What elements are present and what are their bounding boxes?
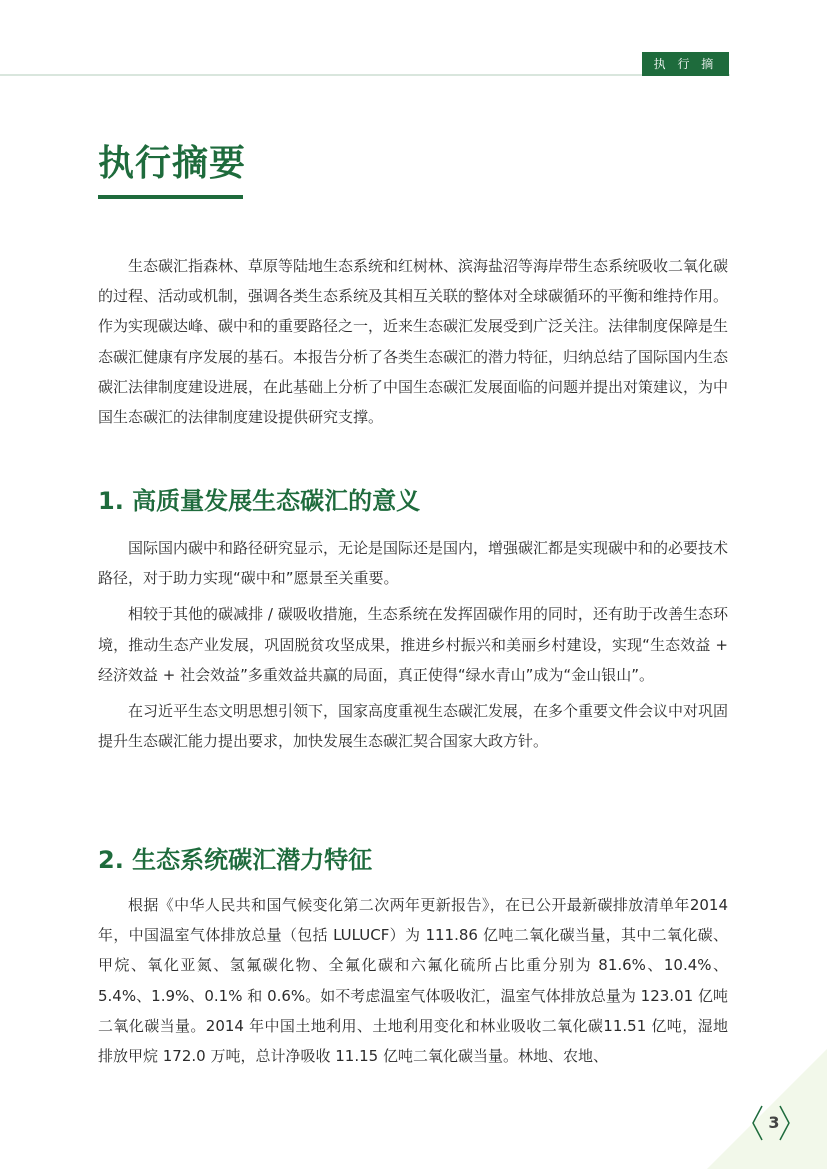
section-2-body	[98, 890, 728, 1071]
intro-paragraph: 生态碳汇指森林、草原等陆地生态系统和红树林、滨海盐沼等海岸带生态系统吸收二氧化碳的过程、活动或机制，强调各类生态系统及其相互关联的整体对全球碳循环的平衡和维持作用。作为实现碳达峰、碳中和的重要路径之一，近来生态碳汇发展受到广泛关注。法律制度保障是生态碳汇健康有序发展的基石。本报告分析了各类生态碳汇的潜力特征，归纳总结了国际国内生态碳汇法律制度建设进展，在此基础上分析了中国生态碳汇发展面临的问题并提出对策建议，为中国生态碳汇的法律制度建设提供研究支撑。	[98, 257, 729, 427]
section-1-body	[98, 533, 728, 756]
page-title: 执行摘要	[98, 143, 247, 184]
section-1-paragraph: 国际国内碳中和路径研究显示，无论是国际还是国内，增强碳汇都是实现碳中和的必要技术路径，对于助力实现“碳中和”愿景至关重要。	[98, 539, 729, 588]
section-2-paragraph: 根据《中华人民共和国气候变化第二次两年更新报告》，在已公开最新碳排放清单年2014 年，中国温室气体排放总量（包括 LULUCF）为 111.86 亿吨二氧化碳当量，其中二氧化碳、甲烷、氧化亚氮、氢氟碳化物、全氟化碳和六氟化硫所占比重分别为 81.6%、10.4%、5.4%、1.9%、0.1% 和 0.6%。如不考虑温室气体吸收汇，温室气体排放总量为 123.01 亿吨二氧化碳当量。2014 年中国土地利用、土地利用变化和林业吸收二氧化碳11.51 亿吨，湿地排放甲烷 172.0 万吨，总计净吸收 11.15 亿吨二氧化碳当量。林地、农地、	[98, 896, 728, 1066]
header-rule	[0, 74, 730, 76]
section-1-paragraph: 在习近平生态文明思想引领下，国家高度重视生态碳汇发展，在多个重要文件会议中对巩固提升生态碳汇能力提出要求，加快发展生态碳汇契合国家大政方针。	[98, 702, 729, 751]
page-number: 3	[768, 1113, 780, 1132]
section-1-heading: 1. 高质量发展生态碳汇的意义	[98, 487, 421, 515]
intro-section	[98, 251, 728, 432]
section-1-paragraph: 相较于其他的碳减排 / 碳吸收措施，生态系统在发挥固碳作用的同时，还有助于改善生态环境，推动生态产业发展，巩固脱贫攻坚成果，推进乡村振兴和美丽乡村建设，实现“生态效益 + 经济效益 + 社会效益”多重效益共赢的局面，真正使得“绿水青山”成为“金山银山”。	[98, 605, 728, 684]
section-tab: 执 行 摘 要	[642, 52, 729, 76]
title-underline	[98, 195, 243, 199]
section-2-heading: 2. 生态系统碳汇潜力特征	[98, 846, 373, 874]
